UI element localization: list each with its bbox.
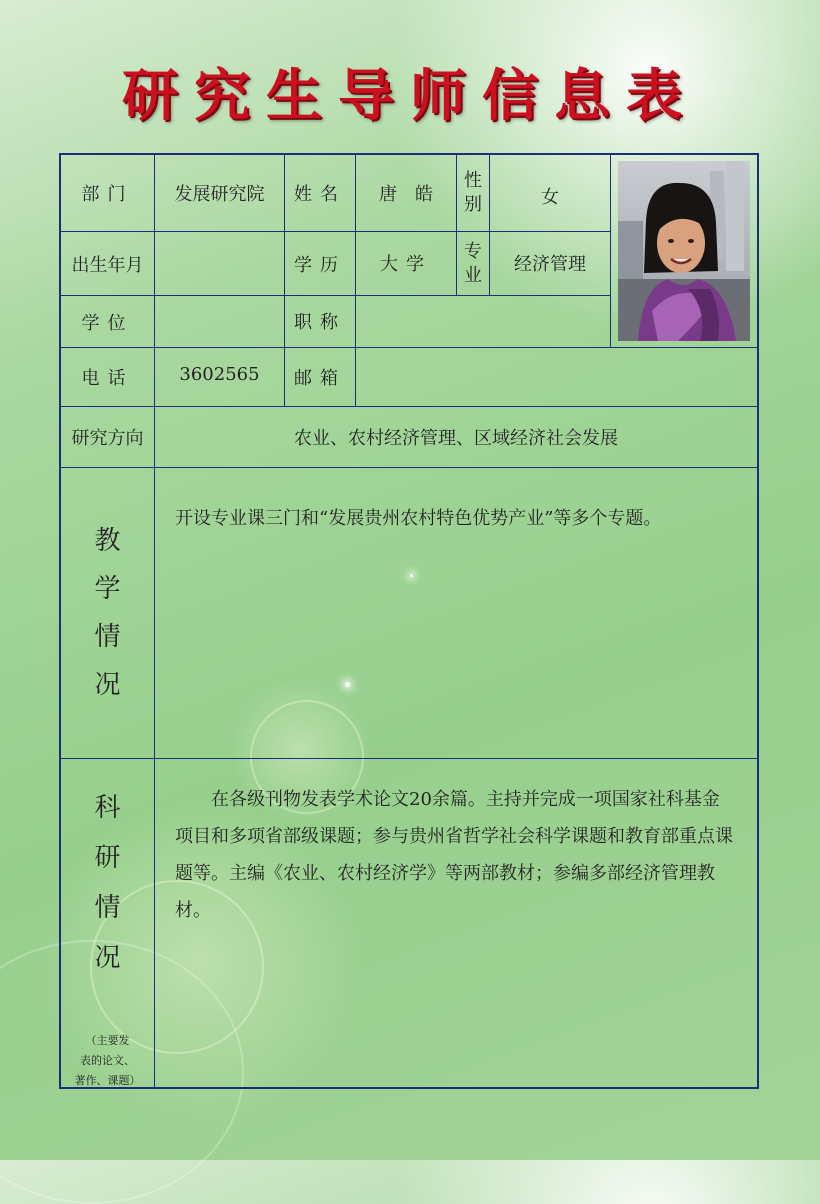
research-label: 研究方向 xyxy=(61,407,155,468)
major-label xyxy=(457,232,490,296)
phone-value: 3602565 xyxy=(155,348,285,407)
teaching-label-char: 学 xyxy=(94,574,121,604)
degree-value xyxy=(155,296,285,348)
teaching-label-char: 情 xyxy=(94,622,121,652)
major-label-top: 专 xyxy=(464,240,482,262)
education-value: 大学 xyxy=(356,232,457,296)
scientific-label-char: 况 xyxy=(94,943,121,973)
research-value: 农业、农村经济管理、区域经济社会发展 xyxy=(155,407,757,468)
scientific-label-char: 情 xyxy=(94,893,121,923)
info-table xyxy=(59,153,759,1089)
department-label: 部门 xyxy=(61,155,155,232)
scientific-note-line: 著作、课题） xyxy=(74,1074,141,1087)
birth-value xyxy=(155,232,285,296)
teaching-content: 开设专业课三门和“发展贵州农村特色优势产业”等多个专题。 xyxy=(155,468,757,759)
teaching-label xyxy=(61,468,155,759)
name-label: 姓名 xyxy=(285,155,356,232)
email-label: 邮箱 xyxy=(285,348,356,407)
teaching-label-char: 况 xyxy=(94,670,121,700)
phone-label: 电话 xyxy=(61,348,155,407)
title-value xyxy=(356,296,611,348)
title-label: 职称 xyxy=(285,296,356,348)
email-value xyxy=(356,348,757,407)
major-value: 经济管理 xyxy=(490,232,611,296)
scientific-note-line: 表的论文、 xyxy=(80,1054,135,1067)
degree-label: 学位 xyxy=(61,296,155,348)
gender-label-top: 性 xyxy=(464,170,482,191)
department-value: 发展研究院 xyxy=(155,155,285,232)
birth-label: 出生年月 xyxy=(61,232,155,296)
scientific-note-line: （主要发 xyxy=(85,1034,130,1047)
scientific-label-char: 研 xyxy=(94,843,121,873)
education-label: 学历 xyxy=(285,232,356,296)
gender-value: 女 xyxy=(490,155,611,232)
gender-label xyxy=(457,155,490,232)
page-title: 研究生导师信息表 xyxy=(122,64,698,129)
scientific-label xyxy=(61,759,155,1087)
portrait-photo xyxy=(618,161,750,341)
scientific-label-char: 科 xyxy=(94,793,121,823)
major-label-bottom: 业 xyxy=(464,264,482,286)
name-value: 唐 皓 xyxy=(356,155,457,232)
scientific-content: 在各级刊物发表学术论文20余篇。主持并完成一项国家社科基金项目和多项省部级课题；参与贵州省哲学社会科学课题和教育部重点课题等。主编《农业、农村经济学》等两部教材；参编多部经济管理教材。 xyxy=(175,789,733,921)
scientific-note xyxy=(75,1031,141,1091)
photo-cell xyxy=(611,155,757,348)
gender-label-bottom: 别 xyxy=(464,194,482,215)
teaching-label-char: 教 xyxy=(94,526,121,556)
